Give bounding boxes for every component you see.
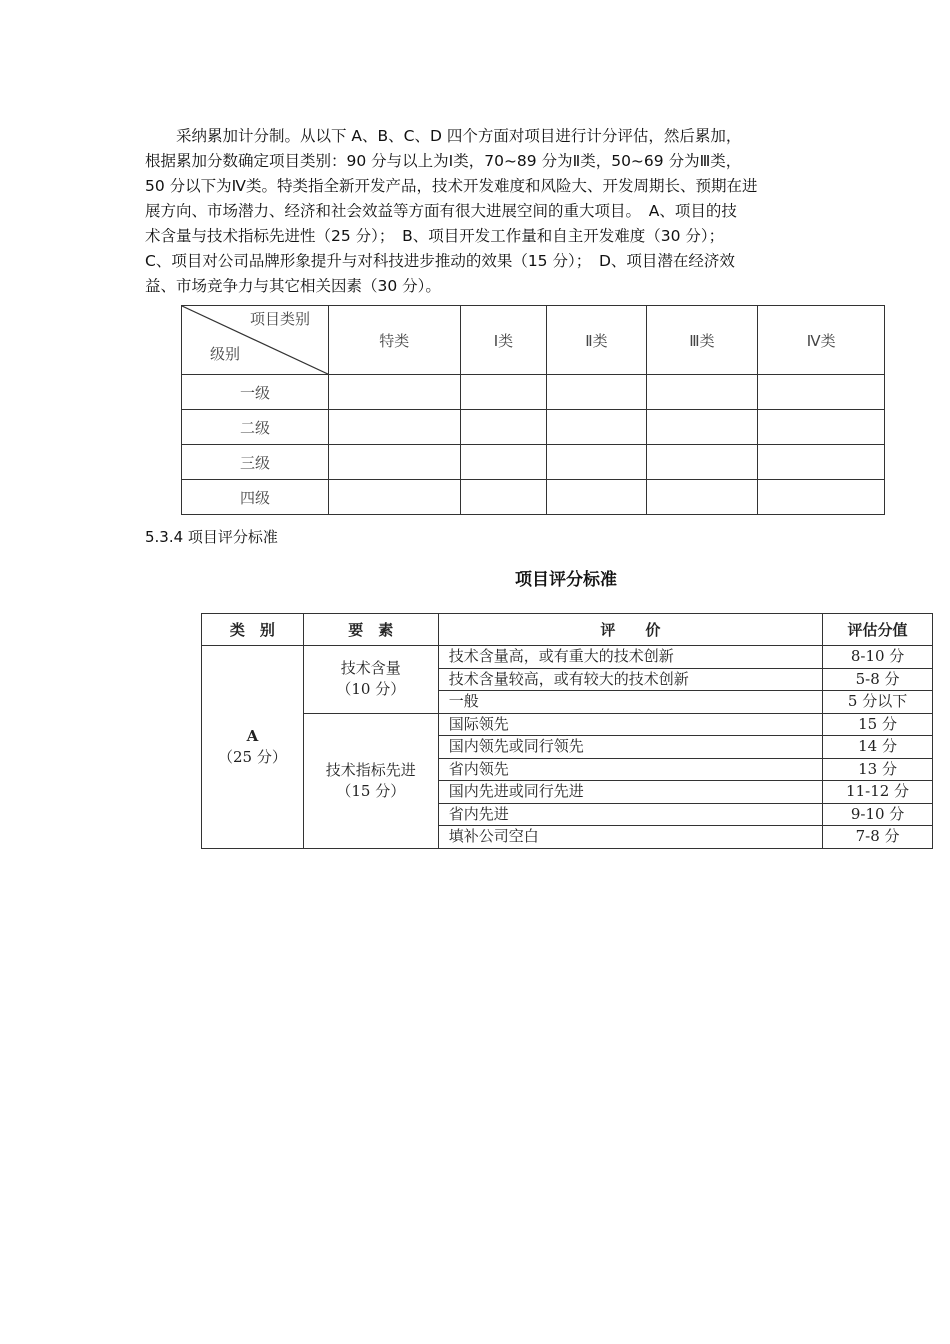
- score-cell: 13 分: [823, 758, 933, 781]
- matrix-col-header: Ⅱ类: [547, 306, 646, 375]
- matrix-cell: [758, 410, 885, 445]
- evaluation-cell: 国内先进或同行先进: [438, 781, 822, 804]
- matrix-corner-bottom: 级别: [210, 345, 241, 363]
- score-cell: 8-10 分: [823, 646, 933, 669]
- matrix-cell: [547, 445, 646, 480]
- category-name: A: [246, 726, 259, 745]
- intro-line: 采纳累加计分制。从以下 A、B、C、D 四个方面对项目进行计分评估，然后累加，: [145, 127, 742, 145]
- score-cell: 9-10 分: [823, 803, 933, 826]
- score-cell: 5 分以下: [823, 691, 933, 714]
- intro-line: 展方向、市场潜力、经济和社会效益等方面有很大进展空间的重大项目。 A、项目的技: [145, 202, 737, 220]
- score-cell: 5-8 分: [823, 668, 933, 691]
- category-cell: [202, 646, 304, 849]
- intro-line: 根据累加分数确定项目类别：90 分与以上为Ⅰ类，70~89 分为Ⅱ类，50~69 分为Ⅲ类，: [145, 152, 742, 170]
- matrix-row-label: 二级: [182, 410, 329, 445]
- evaluation-cell: 填补公司空白: [438, 826, 822, 849]
- scoring-header-row: [202, 614, 933, 646]
- element-cell: [303, 646, 438, 714]
- matrix-cell: [460, 410, 547, 445]
- header-category: 类 别: [202, 614, 304, 646]
- evaluation-cell: 技术含量高，或有重大的技术创新: [438, 646, 822, 669]
- header-evaluation: 评 价: [438, 614, 822, 646]
- matrix-col-header: Ⅰ类: [460, 306, 547, 375]
- matrix-row: [182, 480, 885, 515]
- matrix-cell: [460, 445, 547, 480]
- evaluation-cell: 国际领先: [438, 713, 822, 736]
- matrix-cell: [758, 445, 885, 480]
- scoring-table: [201, 613, 933, 849]
- evaluation-cell: 省内领先: [438, 758, 822, 781]
- intro-line: 50 分以下为Ⅳ类。特类指全新开发产品，技术开发难度和风险大、开发周期长、预期在进: [145, 177, 758, 195]
- matrix-cell: [547, 375, 646, 410]
- matrix-row-label: 三级: [182, 445, 329, 480]
- matrix-cell: [329, 375, 461, 410]
- matrix-cell: [646, 445, 758, 480]
- matrix-cell: [758, 480, 885, 515]
- element-points: （10 分）: [336, 680, 406, 699]
- matrix-col-header: 特类: [329, 306, 461, 375]
- evaluation-cell: 国内领先或同行领先: [438, 736, 822, 759]
- score-cell: 7-8 分: [823, 826, 933, 849]
- evaluation-cell: 技术含量较高，或有较大的技术创新: [438, 668, 822, 691]
- intro-paragraph: [145, 124, 810, 299]
- matrix-cell: [329, 445, 461, 480]
- matrix-cell: [547, 410, 646, 445]
- matrix-cell: [646, 410, 758, 445]
- matrix-cell: [547, 480, 646, 515]
- section-heading: 5.3.4 项目评分标准: [145, 528, 278, 546]
- matrix-cell: [646, 375, 758, 410]
- matrix-cell: [460, 375, 547, 410]
- matrix-corner-top: 项目类别: [249, 310, 310, 328]
- element-cell: [303, 713, 438, 848]
- matrix-cell: [758, 375, 885, 410]
- matrix-row-label: 一级: [182, 375, 329, 410]
- element-name: 技术含量: [340, 659, 401, 678]
- element-points: （15 分）: [336, 781, 406, 800]
- table-row: [202, 713, 933, 736]
- intro-line: C、项目对公司品牌形象提升与对科技进步推动的效果（15 分）； D、项目潜在经济效: [145, 252, 735, 270]
- matrix-cell: [329, 480, 461, 515]
- matrix-cell: [646, 480, 758, 515]
- score-cell: 14 分: [823, 736, 933, 759]
- matrix-cell: [329, 410, 461, 445]
- score-table-title: 项目评分标准: [515, 570, 617, 590]
- header-element: 要 素: [303, 614, 438, 646]
- element-name: 技术指标先进: [325, 760, 416, 779]
- intro-line: 术含量与技术指标先进性（25 分）； B、项目开发工作量和自主开发难度（30 分）；: [145, 227, 725, 245]
- classification-matrix: [181, 305, 885, 515]
- matrix-row: [182, 445, 885, 480]
- matrix-header-row: [182, 306, 885, 375]
- intro-line: 益、市场竞争力与其它相关因素（30 分）。: [145, 277, 441, 295]
- score-cell: 11-12 分: [823, 781, 933, 804]
- matrix-row: [182, 375, 885, 410]
- score-cell: 15 分: [823, 713, 933, 736]
- matrix-col-header: Ⅲ类: [646, 306, 758, 375]
- matrix-row-label: 四级: [182, 480, 329, 515]
- matrix-col-header: Ⅳ类: [758, 306, 885, 375]
- evaluation-cell: 省内先进: [438, 803, 822, 826]
- matrix-corner-cell: [182, 306, 329, 375]
- table-row: [202, 646, 933, 669]
- category-points: （25 分）: [218, 747, 287, 766]
- evaluation-cell: 一般: [438, 691, 822, 714]
- header-score: 评估分值: [823, 614, 933, 646]
- matrix-cell: [460, 480, 547, 515]
- matrix-row: [182, 410, 885, 445]
